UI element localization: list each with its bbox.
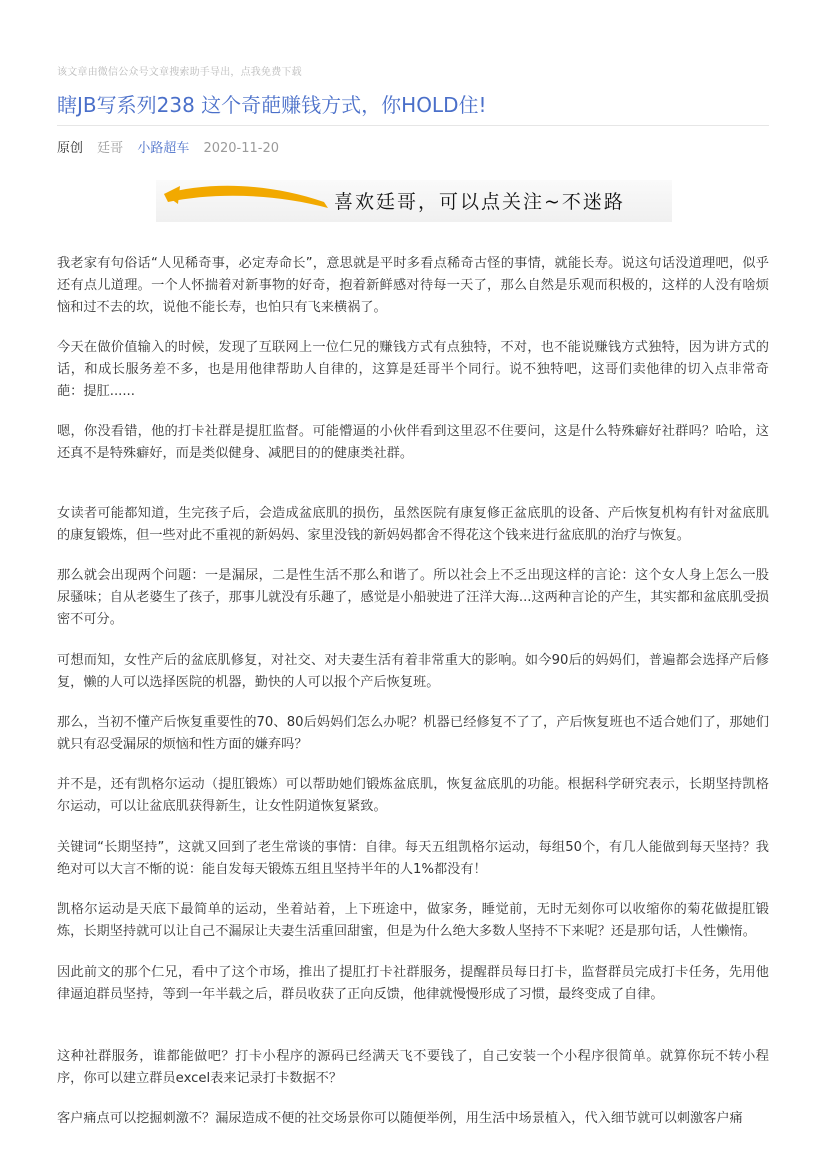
article-title: 瞎JB写系列238 这个奇葩赚钱方式，你HOLD住! xyxy=(57,93,487,117)
export-note-link[interactable]: 该文章由微信公众号文章搜索助手导出，点我免费下载 xyxy=(57,67,302,78)
paragraph: 客户痛点可以挖掘刺激不？漏尿造成不便的社交场景你可以随便举例，用生活中场景植入，代入细节就可以刺激客户痛 xyxy=(57,1111,743,1126)
paragraph: 凯格尔运动是天底下最简单的运动，坐着站着，上下班途中，做家务，睡觉前，无时无刻你可以收缩你的菊花做提肛锻炼，长期坚持就可以让自己不漏尿让夫妻生活重回甜蜜，但是为什么绝大多数人坚持不下来呢？还是那句话，人性懒惰。 xyxy=(57,902,769,939)
article-meta xyxy=(57,140,289,158)
paragraph: 嗯，你没看错，他的打卡社群是提肛监督。可能懵逼的小伙伴看到这里忍不住要问，这是什么特殊癖好社群吗？哈哈，这还真不是特殊癖好，而是类似健身、减肥目的的健康类社群。 xyxy=(57,424,769,461)
paragraph: 可想而知，女性产后的盆底肌修复，对社交、对夫妻生活有着非常重大的影响。如今90后的妈妈们，普遍都会选择产后修复，懒的人可以选择医院的机器，勤快的人可以报个产后恢复班。 xyxy=(57,653,769,690)
paragraph: 今天在做价值输入的时候，发现了互联网上一位仁兄的赚钱方式有点独特，不对，也不能说赚钱方式独特，因为讲方式的话，和成长服务差不多，也是用他律帮助人自律的，这算是廷哥半个同行。说不独特吧，这哥们卖他律的切入点非常奇葩：提肛...... xyxy=(57,340,769,399)
arrow-icon xyxy=(156,180,336,222)
paragraph: 关键词“长期坚持”，这就又回到了老生常谈的事情：自律。每天五组凯格尔运动，每组50个，有几人能做到每天坚持？我绝对可以大言不惭的说：能自发每天锻炼五组且坚持半年的人1%都没有！ xyxy=(57,840,769,877)
paragraph: 这种社群服务，谁都能做吧？打卡小程序的源码已经满天飞不要钱了，自己安装一个小程序很简单。就算你玩不转小程序，你可以建立群员excel表来记录打卡数据不？ xyxy=(57,1049,769,1086)
paragraph: 因此前文的那个仁兄，看中了这个市场，推出了提肛打卡社群服务，提醒群员每日打卡，监督群员完成打卡任务，先用他律逼迫群员坚持，等到一年半载之后，群员收获了正向反馈，他律就慢慢形成了习惯，最终变成了自律。 xyxy=(57,965,769,1002)
follow-banner xyxy=(156,180,672,222)
account-link[interactable]: 小路超车 xyxy=(137,141,190,156)
paragraph: 并不是，还有凯格尔运动（提肛锻炼）可以帮助她们锻炼盆底肌，恢复盆底肌的功能。根据科学研究表示，长期坚持凯格尔运动，可以让盆底肌获得新生，让女性阴道恢复紧致。 xyxy=(57,777,769,814)
paragraph: 我老家有句俗话“人见稀奇事，必定寿命长”，意思就是平时多看点稀奇古怪的事情，就能长寿。说这句话没道理吧，似乎还有点儿道理。一个人怀揣着对新事物的好奇，抱着新鲜感对待每一天了，那么自然是乐观而积极的，这样的人没有啥烦恼和过不去的坎，说他不能长寿，也怕只有飞来横祸了。 xyxy=(57,256,769,315)
original-badge: 原创 xyxy=(57,141,84,156)
banner-text: 喜欢廷哥，可以点关注~不迷路 xyxy=(334,191,625,213)
paragraph: 那么就会出现两个问题：一是漏尿，二是性生活不那么和谐了。所以社会上不乏出现这样的言论：这个女人身上怎么一股尿骚味；自从老婆生了孩子，那事儿就没有乐趣了，感觉是小船驶进了汪洋大海...这两种言论的产生，其实都和盆底肌受损密不可分。 xyxy=(57,568,769,627)
publish-date: 2020-11-20 xyxy=(203,141,280,156)
author-name: 廷哥 xyxy=(97,141,124,156)
paragraph: 那么，当初不懂产后恢复重要性的70、80后妈妈们怎么办呢？机器已经修复不了了，产后恢复班也不适合她们了，那她们就只有忍受漏尿的烦恼和性方面的嫌弃吗？ xyxy=(57,715,769,752)
paragraph: 女读者可能都知道，生完孩子后，会造成盆底肌的损伤，虽然医院有康复修正盆底肌的设备、产后恢复机构有针对盆底肌的康复锻炼，但一些对此不重视的新妈妈、家里没钱的新妈妈都舍不得花这个钱来进行盆底肌的治疗与恢复。 xyxy=(57,506,769,543)
title-divider xyxy=(57,125,769,126)
